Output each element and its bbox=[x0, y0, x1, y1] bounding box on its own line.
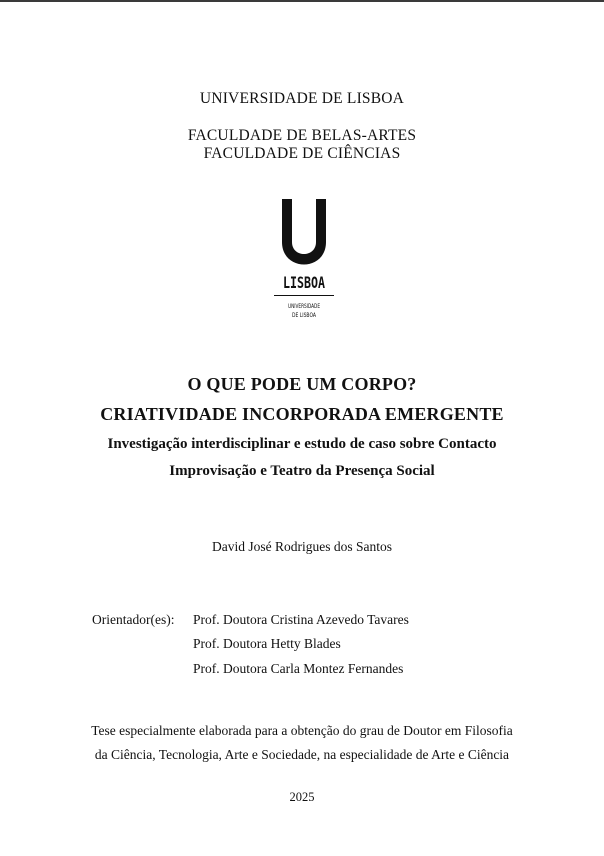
degree-description-line-1: Tese especialmente elaborada para a obtenção do grau de Doutor em Filosofia bbox=[91, 723, 513, 738]
supervisor-name: Prof. Doutora Hetty Blades bbox=[193, 636, 341, 651]
publication-year: 2025 bbox=[289, 790, 315, 804]
thesis-subtitle-line-2: Improvisação e Teatro da Presença Social bbox=[169, 463, 435, 479]
degree-description-line-2: da Ciência, Tecnologia, Arte e Sociedade, na especialidade de Arte e Ciência bbox=[94, 747, 510, 762]
author-name: David José Rodrigues dos Santos bbox=[212, 539, 392, 554]
faculty-fine-arts: FACULDADE DE BELAS-ARTES bbox=[187, 127, 417, 144]
logo-u-mark bbox=[282, 199, 326, 265]
supervisor-name: Prof. Doutora Carla Montez Fernandes bbox=[193, 661, 404, 676]
logo-caption-line-1: UNIVERSIDADE bbox=[288, 303, 321, 310]
thesis-title-line-1: O QUE PODE UM CORPO? bbox=[187, 374, 417, 394]
thesis-subtitle-line-1: Investigação interdisciplinar e estudo de caso sobre Contacto bbox=[107, 436, 497, 452]
thesis-title-line-2: CRIATIVIDADE INCORPORADA EMERGENTE bbox=[100, 404, 504, 424]
supervisor-name: Prof. Doutora Cristina Azevedo Tavares bbox=[193, 612, 409, 627]
top-border-rule bbox=[0, 0, 604, 2]
logo-wordmark: LISBOA bbox=[283, 273, 326, 292]
university-name: UNIVERSIDADE DE LISBOA bbox=[199, 90, 405, 107]
faculty-sciences: FACULDADE DE CIÊNCIAS bbox=[203, 145, 401, 162]
university-lisbon-logo bbox=[272, 196, 336, 326]
logo-caption-line-2: DE LISBOA bbox=[292, 312, 317, 319]
logo-divider bbox=[274, 295, 334, 296]
supervisors-label: Orientador(es): bbox=[92, 612, 175, 627]
